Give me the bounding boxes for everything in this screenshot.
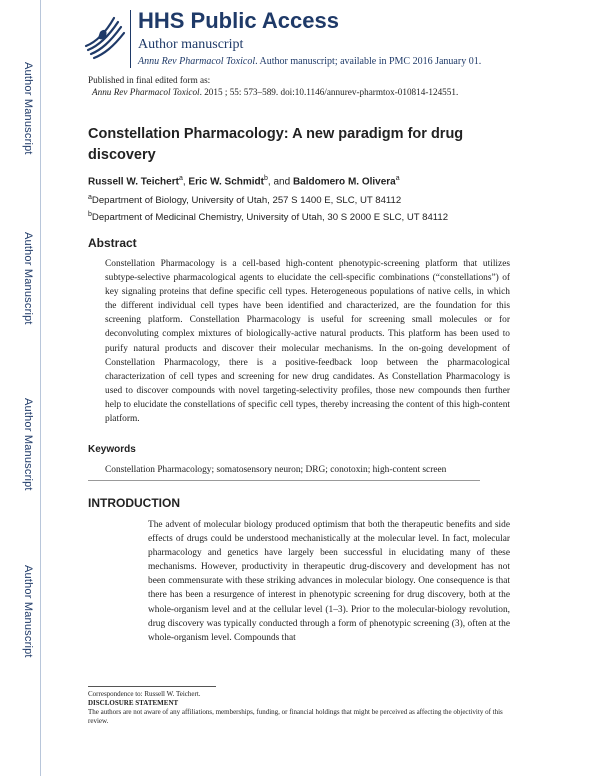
sidebar-label: Author Manuscript xyxy=(22,232,34,325)
keywords-divider xyxy=(88,480,480,481)
header-title: HHS Public Access xyxy=(138,8,339,33)
introduction-heading: INTRODUCTION xyxy=(88,496,180,510)
header-divider xyxy=(130,10,131,68)
affiliation: $^a$Department of Biology, University of Utah, 257 S 1400 E, SLC, UT 84112 xyxy=(88,194,402,207)
header-subtitle: Author manuscript xyxy=(138,37,244,52)
disclosure-body: The authors are not aware of any affiliations, memberships, funding, or financial holdings that might be perceived as affecting the objectivity of this review. xyxy=(88,708,503,725)
footnotes xyxy=(88,690,508,726)
disclosure-heading: DISCLOSURE STATEMENT xyxy=(88,699,179,707)
sidebar-label: Author Manuscript xyxy=(22,62,34,155)
correspondence-note: Correspondence to: Russell W. Teichert. xyxy=(88,690,201,698)
published-in-label: Published in final edited form as: xyxy=(88,75,211,85)
publication-info xyxy=(88,75,458,98)
author-name: Eric W. Schmidt xyxy=(188,176,264,188)
keywords-body: Constellation Pharmacology; somatosensory neuron; DRG; conotoxin; high-content screen xyxy=(105,465,447,475)
sidebar-label: Author Manuscript xyxy=(22,565,34,658)
footnote-divider xyxy=(88,686,216,687)
introduction-body: The advent of molecular biology produced optimism that both the therapeutic benefits and side effects of drugs could be understood mechanistically at the molecular level. In fact, molecular pharmacology and genetics have largely been successful in elucidating many of these mechanisms. However, productivity in therapeutic drug-discovery and development has not been commensurate with these striking advances in molecular biology. One consequence is that there has been a resurgence of interest in phenotypic screening for drug discovery, both at the whole-organism level and at the cellular level (1–3). Prior to the molecular-biology revolution, drug discovery was typically conducted through a form of phenotypic screening (3), often at the whole-organism level. Compounds that xyxy=(148,520,510,643)
article-title: Constellation Pharmacology: A new paradigm for drug discovery xyxy=(88,126,464,163)
author-name: Baldomero M. Olivera xyxy=(292,176,396,188)
hhs-header xyxy=(70,8,520,72)
header-availability: Annu Rev Pharmacol Toxicol. Author manuscript; available in PMC 2016 January 01. xyxy=(138,56,482,67)
abstract-heading: Abstract xyxy=(88,236,137,250)
citation: Annu Rev Pharmacol Toxicol. 2015 ; 55: 573–589. doi:10.1146/annurev-pharmtox-010814-124551. xyxy=(92,86,459,97)
abstract-body: Constellation Pharmacology is a cell-based high-content phenotypic-screening platform that utilizes subtype-selective pharmacological agents to elucidate the cell-specific combinations (“constellations”) of key signaling proteins that define specific cell types. Heterogeneous populations of native cells, in which the different individual cell types have been identified and characterized, are the foundation for this screening platform. Constellation Pharmacology is useful for screening small molecules or for deconvoluting complex mixtures of biologically-active natural products. This platform has been used to purify natural products and discover their molecular mechanisms. In the on-going development of Constellation Pharmacology, there is a positive-feedback loop between the pharmacological characterization of cell types and screening for new drug candidates. As Constellation Pharmacology is used to discover compounds with novel targeting-selectivity profiles, those new compounds then further help to elucidate the constellations of specific cell types, thereby increasing the content of this high-content platform. xyxy=(105,259,510,425)
author-manuscript-sidebar xyxy=(0,0,42,776)
hhs-eagle-logo-icon xyxy=(80,12,128,62)
author-list: Russell W. Teichert$^a$, Eric W. Schmidt$^b$, and Baldomero M. Olivera$^a$ xyxy=(88,175,400,188)
sidebar-label: Author Manuscript xyxy=(22,398,34,491)
sidebar-rule xyxy=(40,0,41,776)
keywords-heading: Keywords xyxy=(88,444,136,455)
affiliation: $^b$Department of Medicinal Chemistry, University of Utah, 30 S 2000 E SLC, UT 84112 xyxy=(88,211,449,224)
author-name: Russell W. Teichert xyxy=(88,176,179,188)
